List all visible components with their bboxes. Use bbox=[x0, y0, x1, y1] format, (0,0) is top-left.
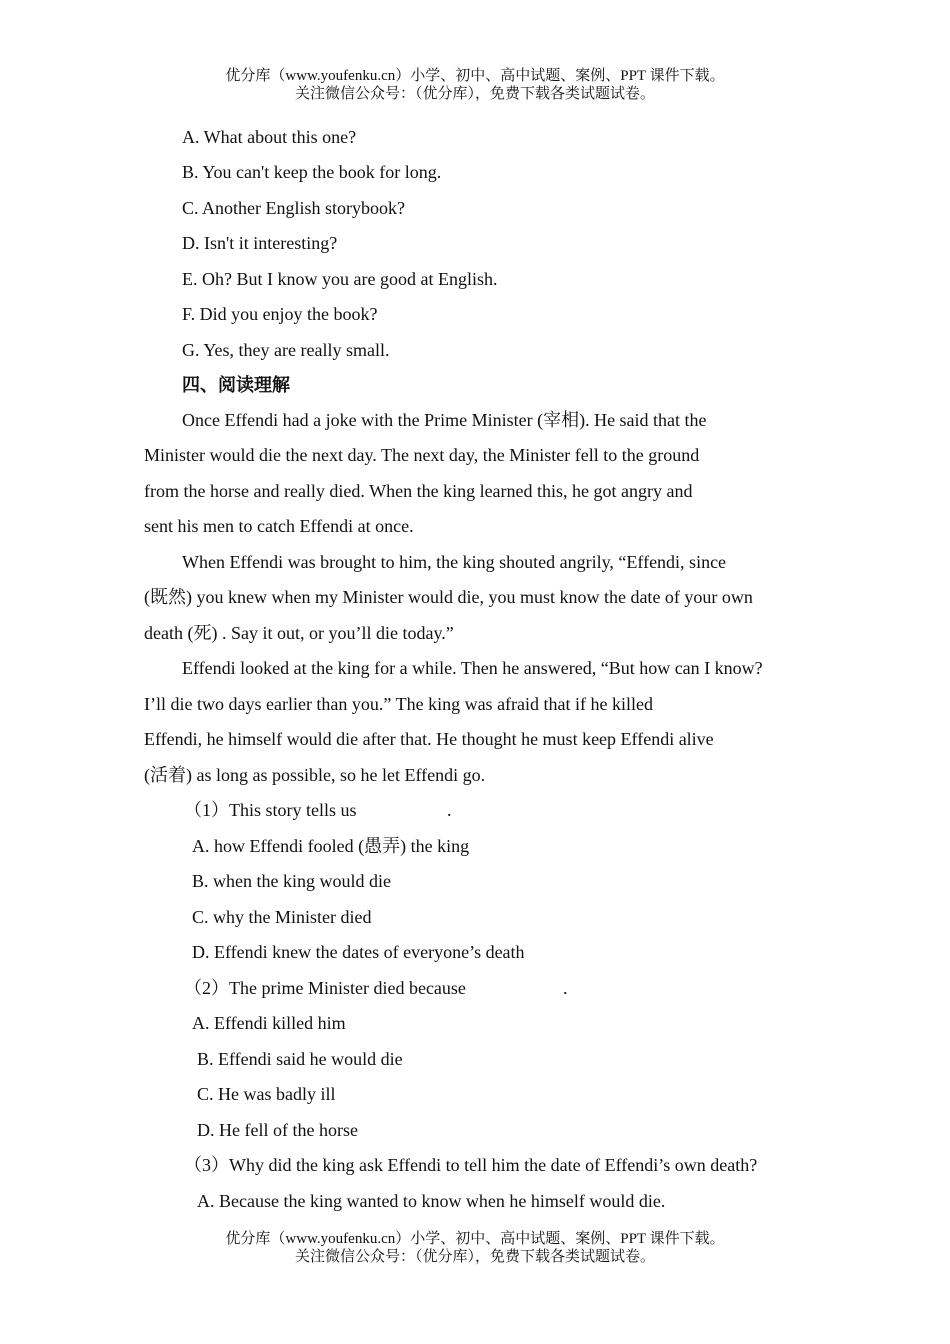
passage-line: When Effendi was brought to him, the king shouted angrily, “Effendi, since bbox=[182, 552, 727, 572]
question-stem: （1）This story tells us bbox=[184, 800, 357, 820]
passage-line: Minister would die the next day. The next day, the Minister fell to the ground bbox=[144, 445, 700, 465]
choice-c: C. why the Minister died bbox=[192, 907, 372, 927]
choice-d: D. Effendi knew the dates of everyone’s death bbox=[192, 942, 525, 962]
choice-a: A. Because the king wanted to know when he himself would die. bbox=[197, 1191, 666, 1211]
choice-a: A. Effendi killed him bbox=[192, 1013, 346, 1033]
header-line-2: 关注微信公众号：（优分库），免费下载各类试题试卷。 bbox=[294, 86, 655, 102]
choice-a: A. how Effendi fooled (愚弄) the king bbox=[192, 836, 470, 856]
passage-line: (既然) you knew when my Minister would die, you must know the date of your own bbox=[144, 587, 753, 607]
passage-line: from the horse and really died. When the king learned this, he got angry and bbox=[144, 481, 693, 501]
section-title: 四、阅读理解 bbox=[182, 375, 290, 395]
blank-period: . bbox=[447, 800, 452, 820]
option-c: C. Another English storybook? bbox=[182, 198, 405, 218]
footer-line-2: 关注微信公众号：（优分库），免费下载各类试题试卷。 bbox=[294, 1249, 655, 1265]
page-footer bbox=[0, 1230, 950, 1266]
page-header bbox=[0, 67, 950, 103]
question-stem: （3）Why did the king ask Effendi to tell him the date of Effendi’s own death? bbox=[184, 1155, 758, 1175]
passage-line: Once Effendi had a joke with the Prime Minister (宰相). He said that the bbox=[182, 410, 707, 430]
choice-c: C. He was badly ill bbox=[197, 1084, 336, 1104]
header-line-1: 优分库（www.youfenku.cn）小学、初中、高中试题、案例、PPT 课件下载。 bbox=[225, 68, 725, 84]
passage-line: Effendi looked at the king for a while. Then he answered, “But how can I know? bbox=[182, 658, 763, 678]
question-stem: （2）The prime Minister died because bbox=[184, 978, 466, 998]
choice-d: D. He fell of the horse bbox=[197, 1120, 358, 1140]
passage-line: Effendi, he himself would die after that. He thought he must keep Effendi alive bbox=[144, 729, 714, 749]
passage-line: sent his men to catch Effendi at once. bbox=[144, 516, 414, 536]
passage-line: I’ll die two days earlier than you.” The king was afraid that if he killed bbox=[144, 694, 654, 714]
option-b: B. You can't keep the book for long. bbox=[182, 162, 442, 182]
option-f: F. Did you enjoy the book? bbox=[182, 304, 378, 324]
blank-period: . bbox=[563, 978, 568, 998]
option-e: E. Oh? But I know you are good at English. bbox=[182, 269, 498, 289]
option-d: D. Isn't it interesting? bbox=[182, 233, 338, 253]
passage-line: death (死) . Say it out, or you’ll die today.” bbox=[144, 623, 454, 643]
footer-line-1: 优分库（www.youfenku.cn）小学、初中、高中试题、案例、PPT 课件下载。 bbox=[225, 1231, 725, 1247]
option-g: G. Yes, they are really small. bbox=[182, 340, 390, 360]
choice-b: B. when the king would die bbox=[192, 871, 391, 891]
passage-line: (活着) as long as possible, so he let Effendi go. bbox=[144, 765, 486, 785]
option-a: A. What about this one? bbox=[182, 127, 357, 147]
choice-b: B. Effendi said he would die bbox=[197, 1049, 403, 1069]
